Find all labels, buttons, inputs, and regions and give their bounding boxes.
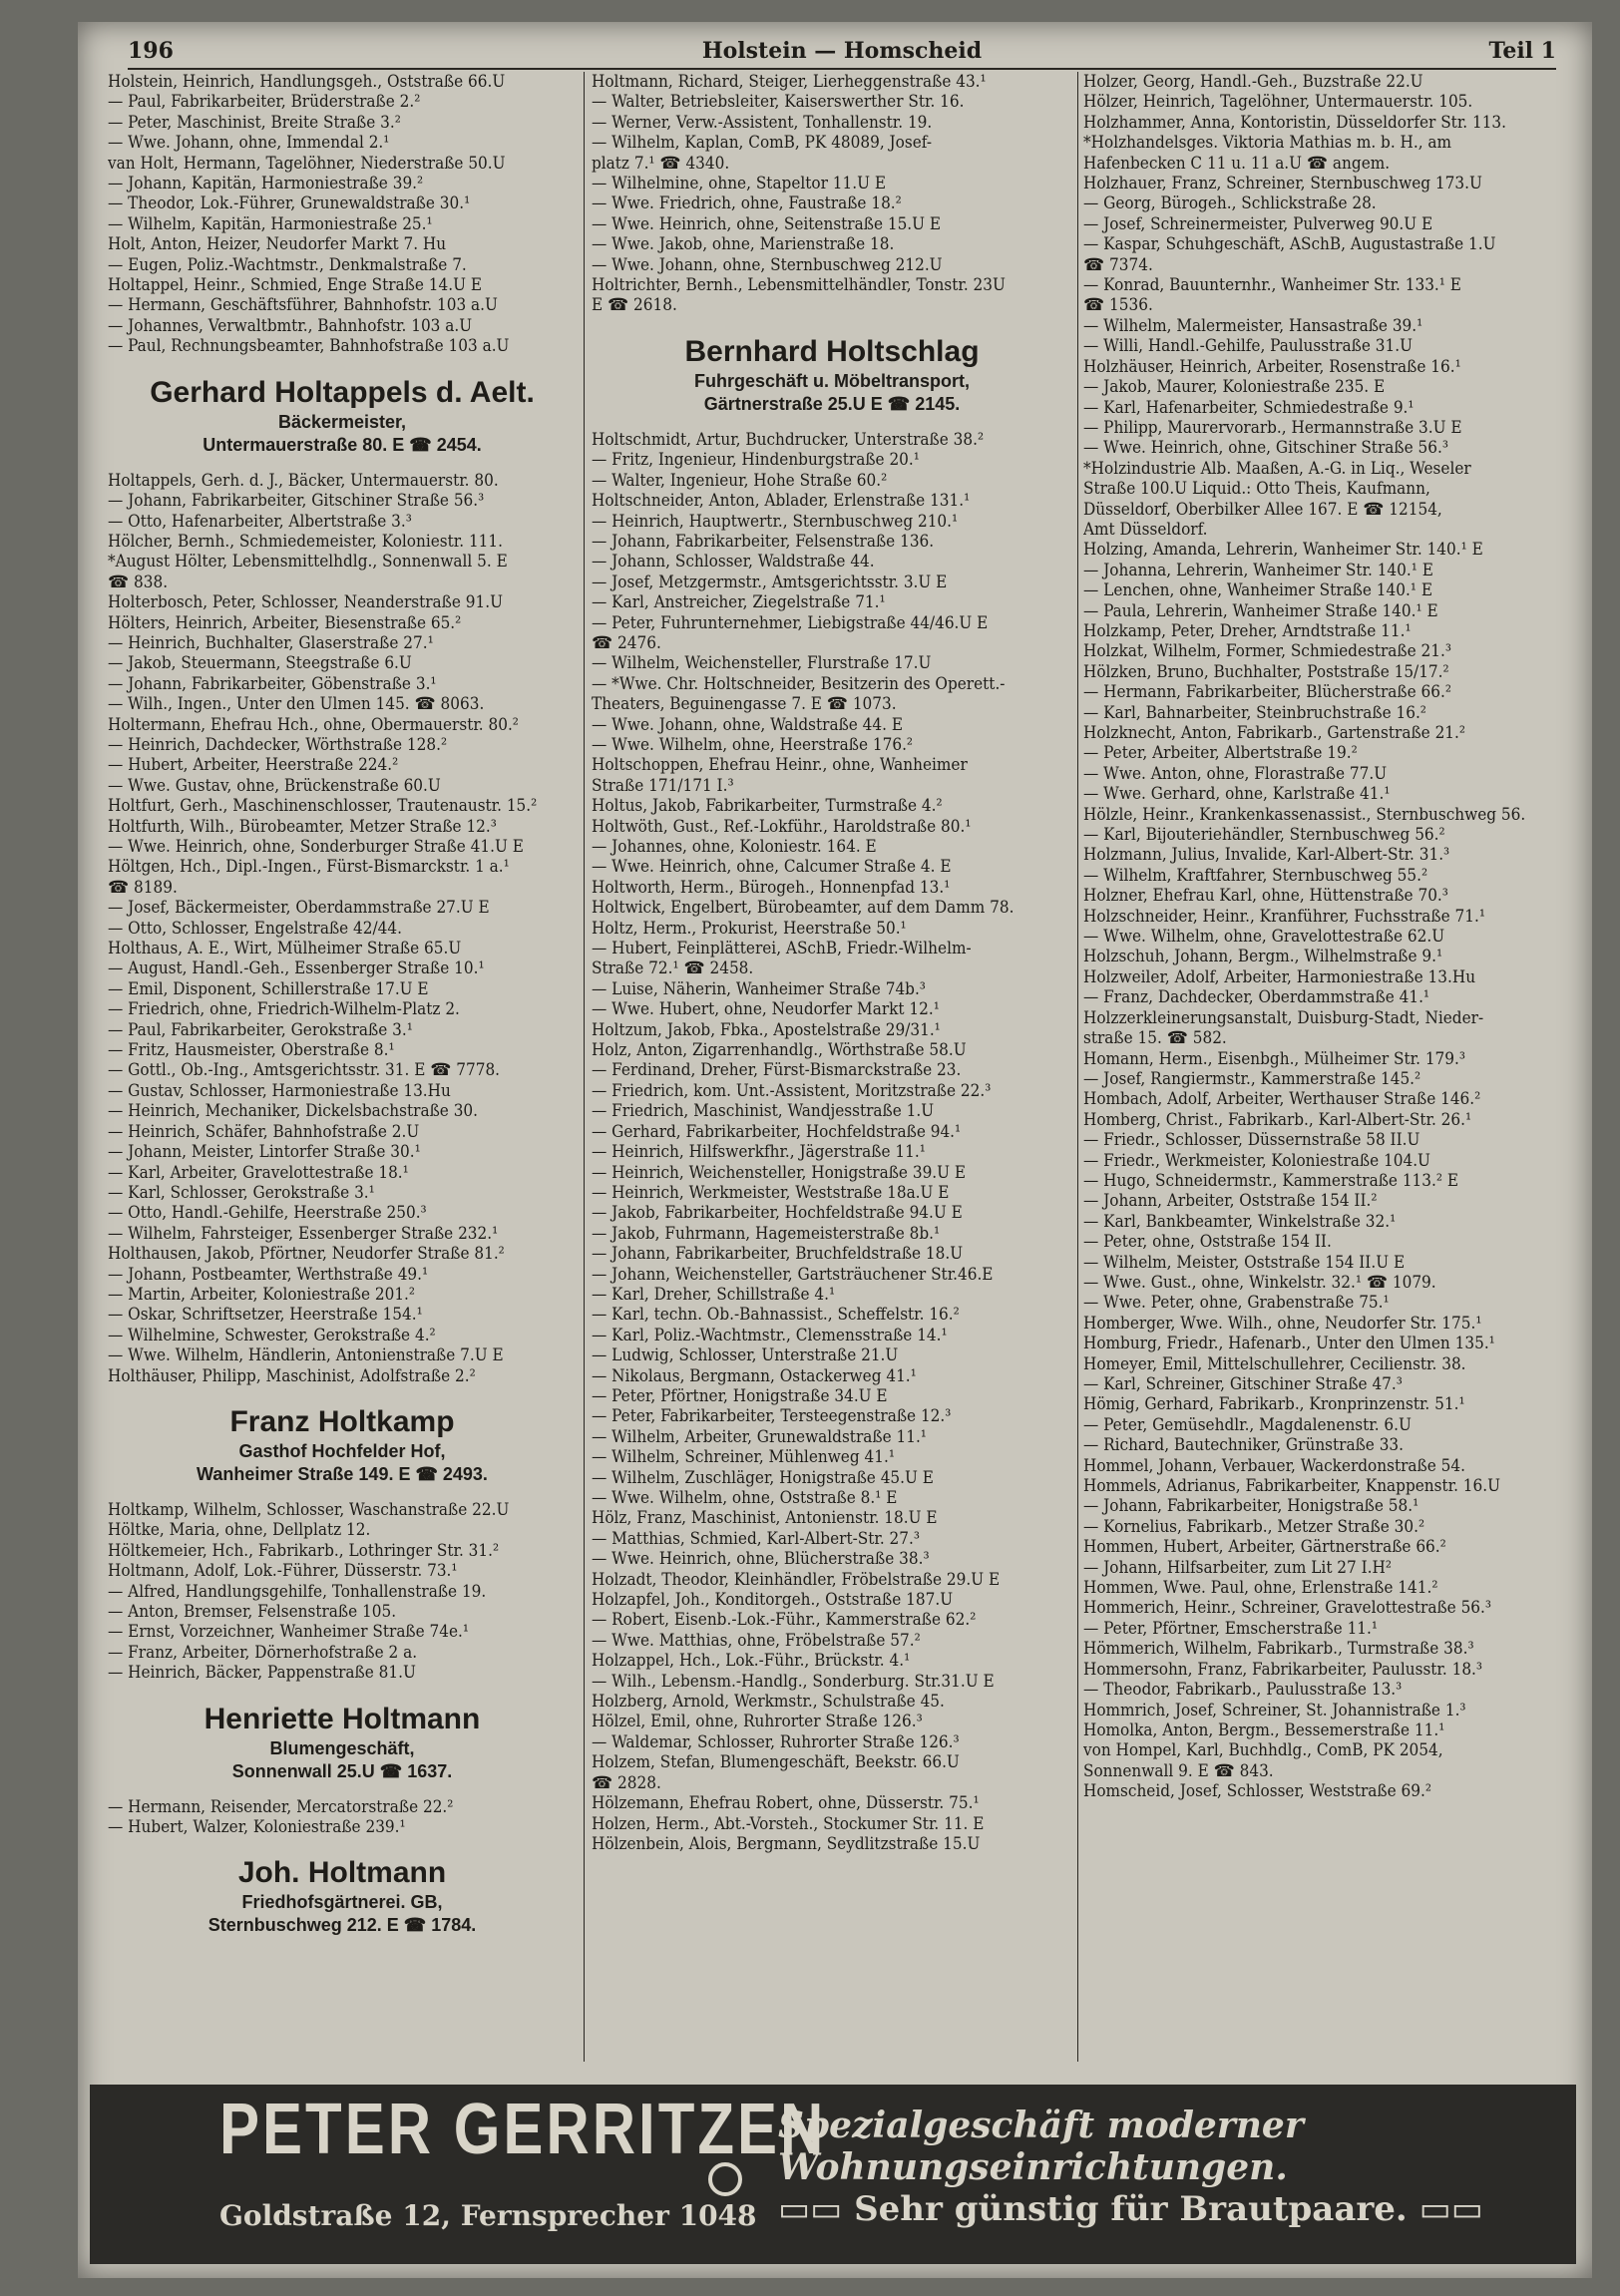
directory-entry: Holthaus, A. E., Wirt, Mülheimer Straße 65.U xyxy=(108,939,462,959)
directory-entry: — Heinrich, Schäfer, Bahnhofstraße 2.U xyxy=(108,1121,420,1142)
directory-entry: — Hubert, Arbeiter, Heerstraße 224.² xyxy=(108,755,399,776)
directory-entry: Holzhauer, Franz, Schreiner, Sternbuschweg 173.U xyxy=(1083,174,1482,194)
directory-entry: — *Wwe. Chr. Holtschneider, Besitzerin des Operett.- xyxy=(592,673,1006,694)
directory-entry: — Johann, Fabrikarbeiter, Bruchfeldstraße 18.U xyxy=(592,1244,964,1265)
directory-entry: — Heinrich, Hilfswerkfhr., Jägerstraße 11.¹ xyxy=(592,1142,926,1163)
directory-entry: — Wwe. Anton, ohne, Florastraße 77.U xyxy=(1083,763,1388,784)
entry-list xyxy=(108,72,577,357)
directory-entry: — Wilhelm, Kraftfahrer, Sternbuschweg 55.² xyxy=(1083,865,1428,886)
directory-entry: — Johann, Meister, Lintorfer Straße 30.¹ xyxy=(108,1142,421,1163)
directory-entry: — Lenchen, ohne, Wanheimer Straße 140.¹ E xyxy=(1083,580,1432,601)
directory-entry: — Wilhelm, Kapitän, Harmoniestraße 25.¹ xyxy=(108,213,433,234)
advert-address: Sonnenwall 25.U ☎ 1637. xyxy=(231,1760,453,1781)
directory-entry: — Johann, Fabrikarbeiter, Göbenstraße 3.¹ xyxy=(108,673,437,694)
directory-entry: — Peter, Maschinist, Breite Straße 3.² xyxy=(108,112,401,133)
directory-entry: — Kornelius, Fabrikarb., Metzer Straße 30.² xyxy=(1083,1516,1425,1537)
directory-entry: straße 15. ☎ 582. xyxy=(1083,1028,1227,1049)
directory-entry: — Jakob, Steuermann, Steegstraße 6.U xyxy=(108,653,412,674)
directory-entry: — Johann, Arbeiter, Oststraße 154 II.² xyxy=(1083,1191,1378,1212)
directory-entry: — Walter, Betriebsleiter, Kaiserswerther Str. 16. xyxy=(592,92,965,113)
directory-entry: — Friedr., Werkmeister, Koloniestraße 104.U xyxy=(1083,1150,1430,1171)
directory-entry: Hombach, Adolf, Arbeiter, Werthauser Straße 146.² xyxy=(1083,1089,1481,1110)
directory-entry: — Wilhelm, Arbeiter, Grunewaldstraße 11.¹ xyxy=(592,1426,927,1447)
directory-entry: Hölzemann, Ehefrau Robert, ohne, Düsserstr. 75.¹ xyxy=(592,1793,980,1814)
directory-entry: Sonnenwall 9. E ☎ 843. xyxy=(1083,1760,1274,1781)
directory-entry: Holterbosch, Peter, Schlosser, Neanderstraße 91.U xyxy=(108,592,503,613)
directory-entry: — Richard, Bautechniker, Grünstraße 33. xyxy=(1083,1435,1405,1456)
column-1 xyxy=(108,72,577,2072)
gerritzen-advert xyxy=(90,2085,1576,2264)
directory-entry: — Wwe. Johann, ohne, Sternbuschweg 212.U xyxy=(592,254,943,275)
column-divider xyxy=(1077,72,1078,2062)
directory-entry: *Holzhandelsges. Viktoria Mathias m. b. H., am xyxy=(1083,133,1452,154)
directory-entry: Hommen, Hubert, Arbeiter, Gärtnerstraße 66.² xyxy=(1083,1537,1446,1558)
directory-entry: — Johann, Hilfsarbeiter, zum Lit 27 I.H² xyxy=(1083,1557,1392,1578)
directory-entry: Straße 100.U Liquid.: Otto Theis, Kaufmann, xyxy=(1083,479,1430,500)
directory-entry: — Wilhelmine, ohne, Stapeltor 11.U E xyxy=(592,174,887,194)
entry-list xyxy=(592,72,1072,316)
directory-entry: Düsseldorf, Oberbilker Allee 167. E ☎ 12154, xyxy=(1083,499,1442,520)
directory-entry: Homann, Herm., Eisenbgh., Mülheimer Str. 179.³ xyxy=(1083,1048,1465,1069)
directory-entry: — Wwe. Gust., ohne, Winkelstr. 32.¹ ☎ 1079. xyxy=(1083,1272,1436,1293)
directory-entry: — Gottl., Ob.-Ing., Amtsgerichtsstr. 31. E ☎ 7778. xyxy=(108,1060,501,1081)
directory-entry: Holthausen, Jakob, Pförtner, Neudorfer Straße 81.² xyxy=(108,1244,505,1265)
directory-entry: — Friedrich, kom. Unt.-Assistent, Moritzstraße 22.³ xyxy=(592,1080,992,1101)
directory-entry: — Wilhelm, Meister, Oststraße 154 II.U E xyxy=(1083,1252,1406,1273)
directory-entry: — Wwe. Hubert, ohne, Neudorfer Markt 12.¹ xyxy=(592,999,940,1020)
page-number: 196 xyxy=(128,38,174,64)
directory-entry: Holtrichter, Bernh., Lebensmittelhändler, Tonstr. 23U xyxy=(592,275,1006,296)
directory-entry: — Karl, Poliz.-Wachtmstr., Clemensstraße 14.¹ xyxy=(592,1325,948,1345)
directory-entry: Hömmerich, Wilhelm, Fabrikarb., Turmstraße 38.³ xyxy=(1083,1639,1474,1660)
directory-entry: — Paul, Fabrikarbeiter, Gerokstraße 3.¹ xyxy=(108,1019,413,1040)
directory-entry: Hölzken, Bruno, Buchhalter, Poststraße 15/17.² xyxy=(1083,661,1449,682)
directory-entry: — Wwe. Wilhelm, ohne, Oststraße 8.¹ E xyxy=(592,1488,898,1508)
directory-entry: — Paul, Rechnungsbeamter, Bahnhofstraße 103 a.U xyxy=(108,336,510,357)
directory-entry: — Luise, Näherin, Wanheimer Straße 74b.³ xyxy=(592,978,926,999)
directory-entry: ☎ 1536. xyxy=(1083,295,1153,316)
directory-entry: von Hompel, Karl, Buchhdlg., ComB, PK 2054, xyxy=(1083,1740,1443,1761)
entry-list xyxy=(108,1797,577,1838)
directory-entry: Holtworth, Herm., Bürogeh., Honnenpfad 13.¹ xyxy=(592,877,951,898)
directory-entry: Holzing, Amanda, Lehrerin, Wanheimer Str. 140.¹ E xyxy=(1083,540,1483,561)
directory-entry: — Karl, Bahnarbeiter, Steinbruchstraße 16.² xyxy=(1083,702,1426,723)
directory-entry: — Theodor, Fabrikarb., Paulusstraße 13.³ xyxy=(1083,1680,1403,1701)
advert-name: Bernhard Holtschlag xyxy=(684,334,980,368)
directory-entry: — Peter, Fabrikarbeiter, Tersteegenstraße 12.³ xyxy=(592,1406,952,1427)
directory-entry: — Johann, Postbeamter, Werthstraße 49.¹ xyxy=(108,1264,429,1285)
directory-entry: — Willi, Handl.-Gehilfe, Paulusstraße 31.U xyxy=(1083,336,1413,357)
directory-entry: — Werner, Verw.-Assistent, Tonhallenstr. 19. xyxy=(592,112,933,133)
directory-entry: Holzberg, Arnold, Werkmstr., Schulstraße 45. xyxy=(592,1692,945,1713)
directory-entry: — Hermann, Reisender, Mercatorstraße 22.² xyxy=(108,1796,454,1817)
directory-entry: — Wwe. Matthias, ohne, Fröbelstraße 57.² xyxy=(592,1630,921,1651)
advert-holtschlag xyxy=(592,334,1072,416)
directory-entry: Holzkat, Wilhelm, Former, Schmiedestraße 21.³ xyxy=(1083,641,1451,662)
directory-entry: — Peter, Arbeiter, Albertstraße 19.² xyxy=(1083,743,1358,764)
directory-entry: — Heinrich, Mechaniker, Dickelsbachstraße 30. xyxy=(108,1101,479,1122)
advert-business: Bäckermeister, xyxy=(277,411,407,432)
directory-entry: — Theodor, Lok.-Führer, Grunewaldstraße 30.¹ xyxy=(108,193,471,214)
directory-entry: ☎ 2828. xyxy=(592,1772,661,1793)
entry-list xyxy=(108,1500,577,1684)
directory-entry: Hommersohn, Franz, Fabrikarbeiter, Paulusstr. 18.³ xyxy=(1083,1659,1483,1680)
directory-entry: — Otto, Schlosser, Engelstraße 42/44. xyxy=(108,918,402,939)
directory-entry: Holzmann, Julius, Invalide, Karl-Albert-Str. 31.³ xyxy=(1083,845,1450,866)
directory-entry: — Anton, Bremser, Felsenstraße 105. xyxy=(108,1602,397,1622)
directory-entry: — Gerhard, Fabrikarbeiter, Hochfeldstraße 94.¹ xyxy=(592,1121,962,1142)
directory-entry: — Wwe. Jakob, ohne, Marienstraße 18. xyxy=(592,234,895,255)
directory-entry: — Wwe. Johann, ohne, Immendal 2.¹ xyxy=(108,133,390,154)
directory-entry: Höltke, Maria, ohne, Dellplatz 12. xyxy=(108,1520,371,1541)
directory-entry: Holzem, Stefan, Blumengeschäft, Beekstr. 66.U xyxy=(592,1752,960,1773)
directory-entry: — Wwe. Heinrich, ohne, Blücherstraße 38.³ xyxy=(592,1549,930,1570)
directory-entry: — Alfred, Handlungsgehilfe, Tonhallenstraße 19. xyxy=(108,1581,487,1602)
directory-entry: — Konrad, Bauunternhr., Wanheimer Str. 133.¹ E xyxy=(1083,275,1461,296)
directory-entry: Holzzerkleinerungsanstalt, Duisburg-Stadt, Nieder- xyxy=(1083,1007,1484,1028)
directory-entry: — Johann, Weichensteller, Gartsträuchener Str.46.E xyxy=(592,1264,994,1285)
directory-entry: — Otto, Hafenarbeiter, Albertstraße 3.³ xyxy=(108,511,412,532)
advert-address: Untermauerstraße 80. E ☎ 2454. xyxy=(202,434,482,455)
advert-address: Wanheimer Straße 149. E ☎ 2493. xyxy=(197,1463,488,1484)
directory-entry: E ☎ 2618. xyxy=(592,295,677,316)
directory-entry: — Georg, Bürogeh., Schlickstraße 28. xyxy=(1083,193,1377,214)
directory-entry: — Wilhelm, Kaplan, ComB, PK 48089, Josef- xyxy=(592,133,932,154)
directory-entry: Hommen, Wwe. Paul, ohne, Erlenstraße 141.² xyxy=(1083,1578,1438,1599)
directory-entry: — Heinrich, Bäcker, Pappenstraße 81.U xyxy=(108,1663,416,1684)
advert-holtappels xyxy=(108,375,577,457)
advert-business: Blumengeschäft, xyxy=(269,1737,415,1758)
directory-entry: — Wwe. Wilhelm, ohne, Heerstraße 176.² xyxy=(592,734,914,755)
directory-entry: Höltgen, Hch., Dipl.-Ingen., Fürst-Bismarckstr. 1 a.¹ xyxy=(108,857,510,878)
directory-entry: Hölzle, Heinr., Krankenkassenassist., Sternbuschweg 56. xyxy=(1083,804,1526,825)
directory-entry: Hömig, Gerhard, Fabrikarb., Kronprinzenstr. 51.¹ xyxy=(1083,1394,1465,1415)
directory-entry: Holzadt, Theodor, Kleinhändler, Fröbelstraße 29.U E xyxy=(592,1569,1001,1590)
directory-entry: Straße 72.¹ ☎ 2458. xyxy=(592,958,754,979)
directory-entry: ☎ 2476. xyxy=(592,632,661,653)
directory-entry: Holzen, Herm., Abt.-Vorsteh., Stockumer Str. 11. E xyxy=(592,1813,985,1834)
directory-entry: — Karl, Bankbeamter, Winkelstraße 32.¹ xyxy=(1083,1211,1397,1232)
advert-henriette-holtmann xyxy=(108,1702,577,1783)
advert-business: Gasthof Hochfelder Hof, xyxy=(238,1440,446,1461)
directory-entry: — Karl, Schreiner, Gitschiner Straße 47.³ xyxy=(1083,1374,1403,1394)
directory-entry: Homburg, Friedr., Hafenarb., Unter den Ulmen 135.¹ xyxy=(1083,1334,1495,1354)
directory-entry: — Oskar, Schriftsetzer, Heerstraße 154.¹ xyxy=(108,1305,423,1326)
directory-entry: — Fritz, Hausmeister, Oberstraße 8.¹ xyxy=(108,1040,395,1061)
directory-entry: Holzkamp, Peter, Dreher, Arndtstraße 11.¹ xyxy=(1083,620,1412,641)
directory-entry: — Peter, ohne, Oststraße 154 II. xyxy=(1083,1232,1332,1253)
directory-entry: — Hugo, Schneidermstr., Kammerstraße 113.² E xyxy=(1083,1170,1459,1191)
directory-entry: ☎ 7374. xyxy=(1083,254,1153,275)
directory-entry: Holtmann, Adolf, Lok.-Führer, Düsserstr. 73.¹ xyxy=(108,1561,458,1582)
directory-entry: — Karl, Dreher, Schillstraße 4.¹ xyxy=(592,1284,836,1305)
entry-list xyxy=(108,471,577,1386)
directory-entry: Amt Düsseldorf. xyxy=(1083,519,1208,540)
directory-entry: — Wilhelm, Zuschläger, Honigstraße 45.U E xyxy=(592,1467,934,1488)
directory-entry: Holtwöth, Gust., Ref.-Lokführ., Haroldstraße 80.¹ xyxy=(592,816,972,837)
directory-entry: Hölzer, Heinrich, Tagelöhner, Untermauerstr. 105. xyxy=(1083,92,1473,113)
directory-entry: Holzschneider, Heinr., Kranführer, Fuchsstraße 71.¹ xyxy=(1083,906,1485,927)
part-label: Teil 1 xyxy=(1488,38,1556,64)
directory-entry: — Peter, Fuhrunternehmer, Liebigstraße 44/46.U E xyxy=(592,612,989,633)
advert-joh-holtmann xyxy=(108,1855,577,1937)
directory-entry: — Hermann, Fabrikarbeiter, Blücherstraße 66.² xyxy=(1083,682,1451,703)
directory-entry: — Jakob, Fabrikarbeiter, Hochfeldstraße 94.U E xyxy=(592,1203,963,1224)
directory-entry: — Wwe. Peter, ohne, Grabenstraße 75.¹ xyxy=(1083,1293,1390,1314)
directory-entry: Hommrich, Josef, Schreiner, St. Johannistraße 1.³ xyxy=(1083,1700,1466,1721)
advert-business: Friedhofsgärtnerei. GB, xyxy=(241,1892,443,1913)
directory-entry: — Philipp, Maurervorarb., Hermannstraße 3.U E xyxy=(1083,417,1462,438)
directory-entry: — Kaspar, Schuhgeschäft, ASchB, Augustastraße 1.U xyxy=(1083,234,1496,255)
directory-entry: Hafenbecken C 11 u. 11 a.U ☎ angem. xyxy=(1083,153,1391,174)
ad-speciality: Spezialgeschäft moderner Wohnungseinrichtungen. xyxy=(778,2105,1304,2188)
directory-entry: — Heinrich, Buchhalter, Glaserstraße 27.¹ xyxy=(108,632,434,653)
directory-entry: — Wilhelm, Weichensteller, Flurstraße 17.U xyxy=(592,653,932,674)
directory-entry: — Josef, Bäckermeister, Oberdammstraße 27.U E xyxy=(108,898,490,919)
directory-entry: — Wilhelm, Malermeister, Hansastraße 39.¹ xyxy=(1083,315,1423,336)
advert-holtkamp xyxy=(108,1404,577,1486)
directory-entry: — Johannes, ohne, Koloniestr. 164. E xyxy=(592,837,877,857)
directory-entry: — Matthias, Schmied, Karl-Albert-Str. 27.³ xyxy=(592,1528,920,1549)
directory-entry: — Josef, Metzgermstr., Amtsgerichtsstr. 3.U E xyxy=(592,572,948,592)
advert-name: Franz Holtkamp xyxy=(229,1404,455,1438)
directory-entry: — August, Handl.-Geh., Essenberger Straße 10.¹ xyxy=(108,958,485,979)
directory-entry: — Heinrich, Dachdecker, Wörthstraße 128.² xyxy=(108,734,448,755)
directory-entry: Holtfurt, Gerh., Maschinenschlosser, Trautenaustr. 15.² xyxy=(108,796,538,817)
directory-entry: Holzapfel, Joh., Konditorgeh., Oststraße 187.U xyxy=(592,1590,954,1611)
directory-entry: — Wilhelm, Fahrsteiger, Essenberger Straße 232.¹ xyxy=(108,1223,499,1244)
directory-entry: — Hermann, Geschäftsführer, Bahnhofstr. 103 a.U xyxy=(108,295,498,316)
directory-entry: — Friedrich, ohne, Friedrich-Wilhelm-Platz 2. xyxy=(108,999,460,1020)
directory-entry: Holzer, Georg, Handl.-Geh., Buzstraße 22.U xyxy=(1083,72,1423,92)
directory-entry: — Franz, Arbeiter, Dörnerhofstraße 2 a. xyxy=(108,1642,418,1663)
directory-entry: — Karl, techn. Ob.-Bahnassist., Scheffelstr. 16.² xyxy=(592,1305,960,1326)
directory-entry: — Eugen, Poliz.-Wachtmstr., Denkmalstraße 7. xyxy=(108,254,467,275)
directory-entry: Holzhäuser, Heinrich, Arbeiter, Rosenstraße 16.¹ xyxy=(1083,356,1461,377)
entry-list xyxy=(592,430,1072,1854)
directory-entry: — Emil, Disponent, Schillerstraße 17.U E xyxy=(108,978,429,999)
directory-entry: — Martin, Arbeiter, Koloniestraße 201.² xyxy=(108,1284,416,1305)
column-3 xyxy=(1083,72,1580,2072)
directory-entry: Homberg, Christ., Fabrikarb., Karl-Albert-Str. 26.¹ xyxy=(1083,1109,1472,1130)
directory-entry: Holtzum, Jakob, Fbka., Apostelstraße 29/31.¹ xyxy=(592,1019,941,1040)
directory-entry: — Johanna, Lehrerin, Wanheimer Str. 140.¹ E xyxy=(1083,560,1433,580)
directory-entry: — Karl, Bijouteriehändler, Sternbuschweg 56.² xyxy=(1083,825,1445,846)
directory-entry: — Wwe. Heinrich, ohne, Calcumer Straße 4. E xyxy=(592,857,952,878)
directory-entry: — Karl, Schlosser, Gerokstraße 3.¹ xyxy=(108,1182,375,1203)
advert-business: Fuhrgeschäft u. Möbeltransport, xyxy=(693,370,970,391)
directory-entry: Straße 171/171 I.³ xyxy=(592,775,734,796)
directory-entry: Holthäuser, Philipp, Maschinist, Adolfstraße 2.² xyxy=(108,1365,476,1386)
directory-entry: Holtermann, Ehefrau Hch., ohne, Obermauerstr. 80.² xyxy=(108,714,519,735)
directory-entry: Holtappel, Heinr., Schmied, Enge Straße 14.U E xyxy=(108,275,482,296)
directory-entry: Hölzenbein, Alois, Bergmann, Seydlitzstraße 15.U xyxy=(592,1833,981,1854)
directory-entry: — Wwe. Wilhelm, Händlerin, Antonienstraße 7.U E xyxy=(108,1345,504,1366)
directory-entry: ☎ 838. xyxy=(108,572,169,592)
advert-address: Sternbuschweg 212. E ☎ 1784. xyxy=(207,1915,477,1936)
directory-entry: Hommerich, Heinr., Schreiner, Gravelottestraße 56.³ xyxy=(1083,1598,1492,1619)
directory-entry: — Paul, Fabrikarbeiter, Brüderstraße 2.² xyxy=(108,92,421,113)
running-title: Holstein — Homscheid xyxy=(701,38,983,64)
directory-entry: Homolka, Anton, Bergm., Bessemerstraße 11.¹ xyxy=(1083,1720,1445,1740)
directory-entry: — Josef, Rangiermstr., Kammerstraße 145.² xyxy=(1083,1068,1421,1089)
directory-entry: — Wwe. Friedrich, ohne, Faustraße 18.² xyxy=(592,193,902,214)
directory-entry: — Wwe. Johann, ohne, Waldstraße 44. E xyxy=(592,714,904,735)
directory-entry: Holzner, Ehefrau Karl, ohne, Hüttenstraße 70.³ xyxy=(1083,886,1448,907)
directory-entry: — Karl, Anstreicher, Ziegelstraße 71.¹ xyxy=(592,592,886,613)
directory-entry: — Johannes, Verwaltbmtr., Bahnhofstr. 103 a.U xyxy=(108,315,473,336)
directory-entry: — Hubert, Feinplätterei, ASchB, Friedr.-Wilhelm- xyxy=(592,939,972,959)
directory-entry: ☎ 8189. xyxy=(108,877,178,898)
directory-entry: Holtkamp, Wilhelm, Schlosser, Waschanstraße 22.U xyxy=(108,1499,510,1520)
entry-list xyxy=(1083,72,1580,1802)
directory-entry: — Fritz, Ingenieur, Hindenburgstraße 20.¹ xyxy=(592,450,920,471)
directory-entry: Holz, Anton, Zigarrenhandlg., Wörthstraße 58.U xyxy=(592,1040,967,1061)
directory-entry: — Josef, Schreinermeister, Pulverweg 90.U E xyxy=(1083,213,1433,234)
directory-entry: Hommels, Adrianus, Fabrikarbeiter, Knappenstr. 16.U xyxy=(1083,1476,1500,1497)
directory-entry: Holtmann, Richard, Steiger, Lierheggenstraße 43.¹ xyxy=(592,72,987,92)
directory-entry: platz 7.¹ ☎ 4340. xyxy=(592,153,730,174)
directory-entry: — Ernst, Vorzeichner, Wanheimer Straße 74e.¹ xyxy=(108,1622,470,1643)
directory-entry: — Peter, Pförtner, Honigstraße 34.U E xyxy=(592,1385,888,1406)
advert-name: Henriette Holtmann xyxy=(203,1702,481,1735)
advert-name: Joh. Holtmann xyxy=(237,1856,447,1890)
directory-entry: Holzappel, Hch., Lok.-Führ., Brückstr. 4.¹ xyxy=(592,1651,911,1672)
directory-entry: *Holzindustrie Alb. Maaßen, A.-G. in Liq., Weseler xyxy=(1083,458,1471,479)
directory-entry: Holzhammer, Anna, Kontoristin, Düsseldorfer Str. 113. xyxy=(1083,112,1507,133)
advert-address: Gärtnerstraße 25.U E ☎ 2145. xyxy=(703,393,961,414)
directory-entry: — Heinrich, Werkmeister, Weststraße 18a.U E xyxy=(592,1182,950,1203)
directory-entry: — Walter, Ingenieur, Hohe Straße 60.² xyxy=(592,470,888,491)
directory-entry: Holzknecht, Anton, Fabrikarb., Gartenstraße 21.² xyxy=(1083,723,1466,743)
directory-entry: Hommel, Johann, Verbauer, Wackerdonstraße 54. xyxy=(1083,1455,1465,1476)
directory-entry: — Johann, Fabrikarbeiter, Honigstraße 58.¹ xyxy=(1083,1496,1419,1517)
directory-entry: — Wwe. Gustav, ohne, Brückenstraße 60.U xyxy=(108,775,441,796)
directory-entry: — Wwe. Heinrich, ohne, Seitenstraße 15.U E xyxy=(592,213,942,234)
directory-entry: — Friedrich, Maschinist, Wandjesstraße 1.U xyxy=(592,1101,935,1122)
directory-entry: Theaters, Beguinengasse 7. E ☎ 1073. xyxy=(592,694,897,715)
directory-entry: Holtz, Herm., Prokurist, Heerstraße 50.¹ xyxy=(592,918,907,939)
directory-entry: — Johann, Fabrikarbeiter, Felsenstraße 136. xyxy=(592,531,935,552)
directory-entry: Hölters, Heinrich, Arbeiter, Biesenstraße 65.² xyxy=(108,612,462,633)
directory-entry: Holstein, Heinrich, Handlungsgeh., Oststraße 66.U xyxy=(108,72,506,92)
directory-entry: — Wwe. Gerhard, ohne, Karlstraße 41.¹ xyxy=(1083,784,1391,805)
directory-entry: — Ludwig, Schlosser, Unterstraße 21.U xyxy=(592,1345,899,1366)
directory-entry: — Jakob, Fuhrmann, Hagemeisterstraße 8b.¹ xyxy=(592,1223,941,1244)
directory-entry: Holtschoppen, Ehefrau Heinr., ohne, Wanheimer xyxy=(592,755,968,776)
ad-slogan: ▭▭ Sehr günstig für Brautpaare. ▭▭ xyxy=(778,2189,1483,2229)
directory-entry: Homeyer, Emil, Mittelschullehrer, Cecilienstr. 38. xyxy=(1083,1353,1466,1374)
ad-address: Goldstraße 12, Fernsprecher 1048 xyxy=(219,2199,757,2232)
directory-entry: — Johann, Fabrikarbeiter, Gitschiner Straße 56.³ xyxy=(108,491,485,512)
header-rule xyxy=(128,68,1556,70)
directory-entry: — Peter, Pförtner, Emscherstraße 11.¹ xyxy=(1083,1618,1379,1639)
directory-entry: Holtschneider, Anton, Ablader, Erlenstraße 131.¹ xyxy=(592,491,971,512)
directory-entry: Homberger, Wwe. Wilh., ohne, Neudorfer Str. 175.¹ xyxy=(1083,1313,1482,1334)
directory-entry: — Franz, Dachdecker, Oberdammstraße 41.¹ xyxy=(1083,987,1430,1008)
directory-entry: — Jakob, Maurer, Koloniestraße 235. E xyxy=(1083,377,1386,398)
ad-circle-ornament xyxy=(708,2162,742,2196)
directory-entry: — Gustav, Schlosser, Harmoniestraße 13.Hu xyxy=(108,1080,451,1101)
directory-entry: Holtwick, Engelbert, Bürobeamter, auf dem Damm 78. xyxy=(592,898,1014,919)
directory-entry: — Johann, Schlosser, Waldstraße 44. xyxy=(592,552,875,573)
directory-entry: Holtschmidt, Artur, Buchdrucker, Unterstraße 38.² xyxy=(592,429,985,450)
directory-entry: — Heinrich, Weichensteller, Honigstraße 39.U E xyxy=(592,1162,967,1183)
directory-entry: Holtus, Jakob, Fabrikarbeiter, Turmstraße 4.² xyxy=(592,796,943,817)
directory-entry: — Wilhelmine, Schwester, Gerokstraße 4.² xyxy=(108,1325,436,1345)
directory-entry: Homscheid, Josef, Schlosser, Weststraße 69.² xyxy=(1083,1781,1431,1802)
directory-entry: — Ferdinand, Dreher, Fürst-Bismarckstraße 23. xyxy=(592,1060,962,1081)
directory-entry: — Paula, Lehrerin, Wanheimer Straße 140.¹ E xyxy=(1083,600,1438,621)
directory-entry: Höltkemeier, Hch., Fabrikarb., Lothringer Str. 31.² xyxy=(108,1540,500,1561)
advert-name: Gerhard Holtappels d. Aelt. xyxy=(150,375,535,409)
directory-entry: — Nikolaus, Bergmann, Ostackerweg 41.¹ xyxy=(592,1365,917,1386)
directory-entry: — Wilhelm, Schreiner, Mühlenweg 41.¹ xyxy=(592,1447,895,1468)
directory-entry: Hölzel, Emil, ohne, Ruhrorter Straße 126.³ xyxy=(592,1712,923,1732)
directory-entry: — Otto, Handl.-Gehilfe, Heerstraße 250.³ xyxy=(108,1203,427,1224)
directory-entry: Holzweiler, Adolf, Arbeiter, Harmoniestraße 13.Hu xyxy=(1083,966,1476,987)
directory-entry: van Holt, Hermann, Tagelöhner, Niederstraße 50.U xyxy=(108,153,506,174)
directory-entry: — Robert, Eisenb.-Lok.-Führ., Kammerstraße 62.² xyxy=(592,1610,977,1631)
directory-entry: — Wwe. Heinrich, ohne, Sonderburger Straße 41.U E xyxy=(108,837,524,857)
directory-entry: Hölcher, Bernh., Schmiedemeister, Koloniestr. 111. xyxy=(108,531,503,552)
directory-entry: — Johann, Kapitän, Harmoniestraße 39.² xyxy=(108,174,424,194)
directory-entry: — Friedr., Schlosser, Düssernstraße 58 II.U xyxy=(1083,1130,1420,1151)
directory-entry: — Karl, Arbeiter, Gravelottestraße 18.¹ xyxy=(108,1162,409,1183)
directory-entry: — Hubert, Walzer, Koloniestraße 239.¹ xyxy=(108,1817,406,1838)
column-divider xyxy=(584,72,585,2062)
directory-entry: Holtappels, Gerh. d. J., Bäcker, Untermauerstr. 80. xyxy=(108,470,499,491)
directory-entry: — Karl, Hafenarbeiter, Schmiedestraße 9.¹ xyxy=(1083,397,1415,418)
ad-company-name: PETER GERRITZEN xyxy=(219,2089,827,2169)
directory-entry: Holt, Anton, Heizer, Neudorfer Markt 7. Hu xyxy=(108,234,447,255)
directory-entry: *August Hölter, Lebensmittelhdlg., Sonnenwall 5. E xyxy=(108,552,508,573)
column-2 xyxy=(592,72,1072,2072)
directory-page xyxy=(78,22,1592,2278)
directory-entry: — Wwe. Heinrich, ohne, Gitschiner Straße 56.³ xyxy=(1083,438,1448,459)
directory-entry: — Wilh., Lebensm.-Handlg., Sonderburg. Str.31.U E xyxy=(592,1671,995,1692)
directory-entry: — Waldemar, Schlosser, Ruhrorter Straße 126.³ xyxy=(592,1731,960,1752)
directory-entry: Holtfurth, Wilh., Bürobeamter, Metzer Straße 12.³ xyxy=(108,816,497,837)
directory-entry: — Wwe. Wilhelm, ohne, Gravelottestraße 62.U xyxy=(1083,927,1445,948)
directory-entry: — Peter, Gemüsehdlr., Magdalenenstr. 6.U xyxy=(1083,1414,1412,1435)
directory-entry: Hölz, Franz, Maschinist, Antonienstr. 18.U E xyxy=(592,1508,938,1529)
directory-entry: — Heinrich, Hauptwertr., Sternbuschweg 210.¹ xyxy=(592,511,959,532)
directory-entry: Holzschuh, Johann, Bergm., Wilhelmstraße 9.¹ xyxy=(1083,947,1443,967)
directory-entry: — Wilh., Ingen., Unter den Ulmen 145. ☎ 8063. xyxy=(108,694,485,715)
